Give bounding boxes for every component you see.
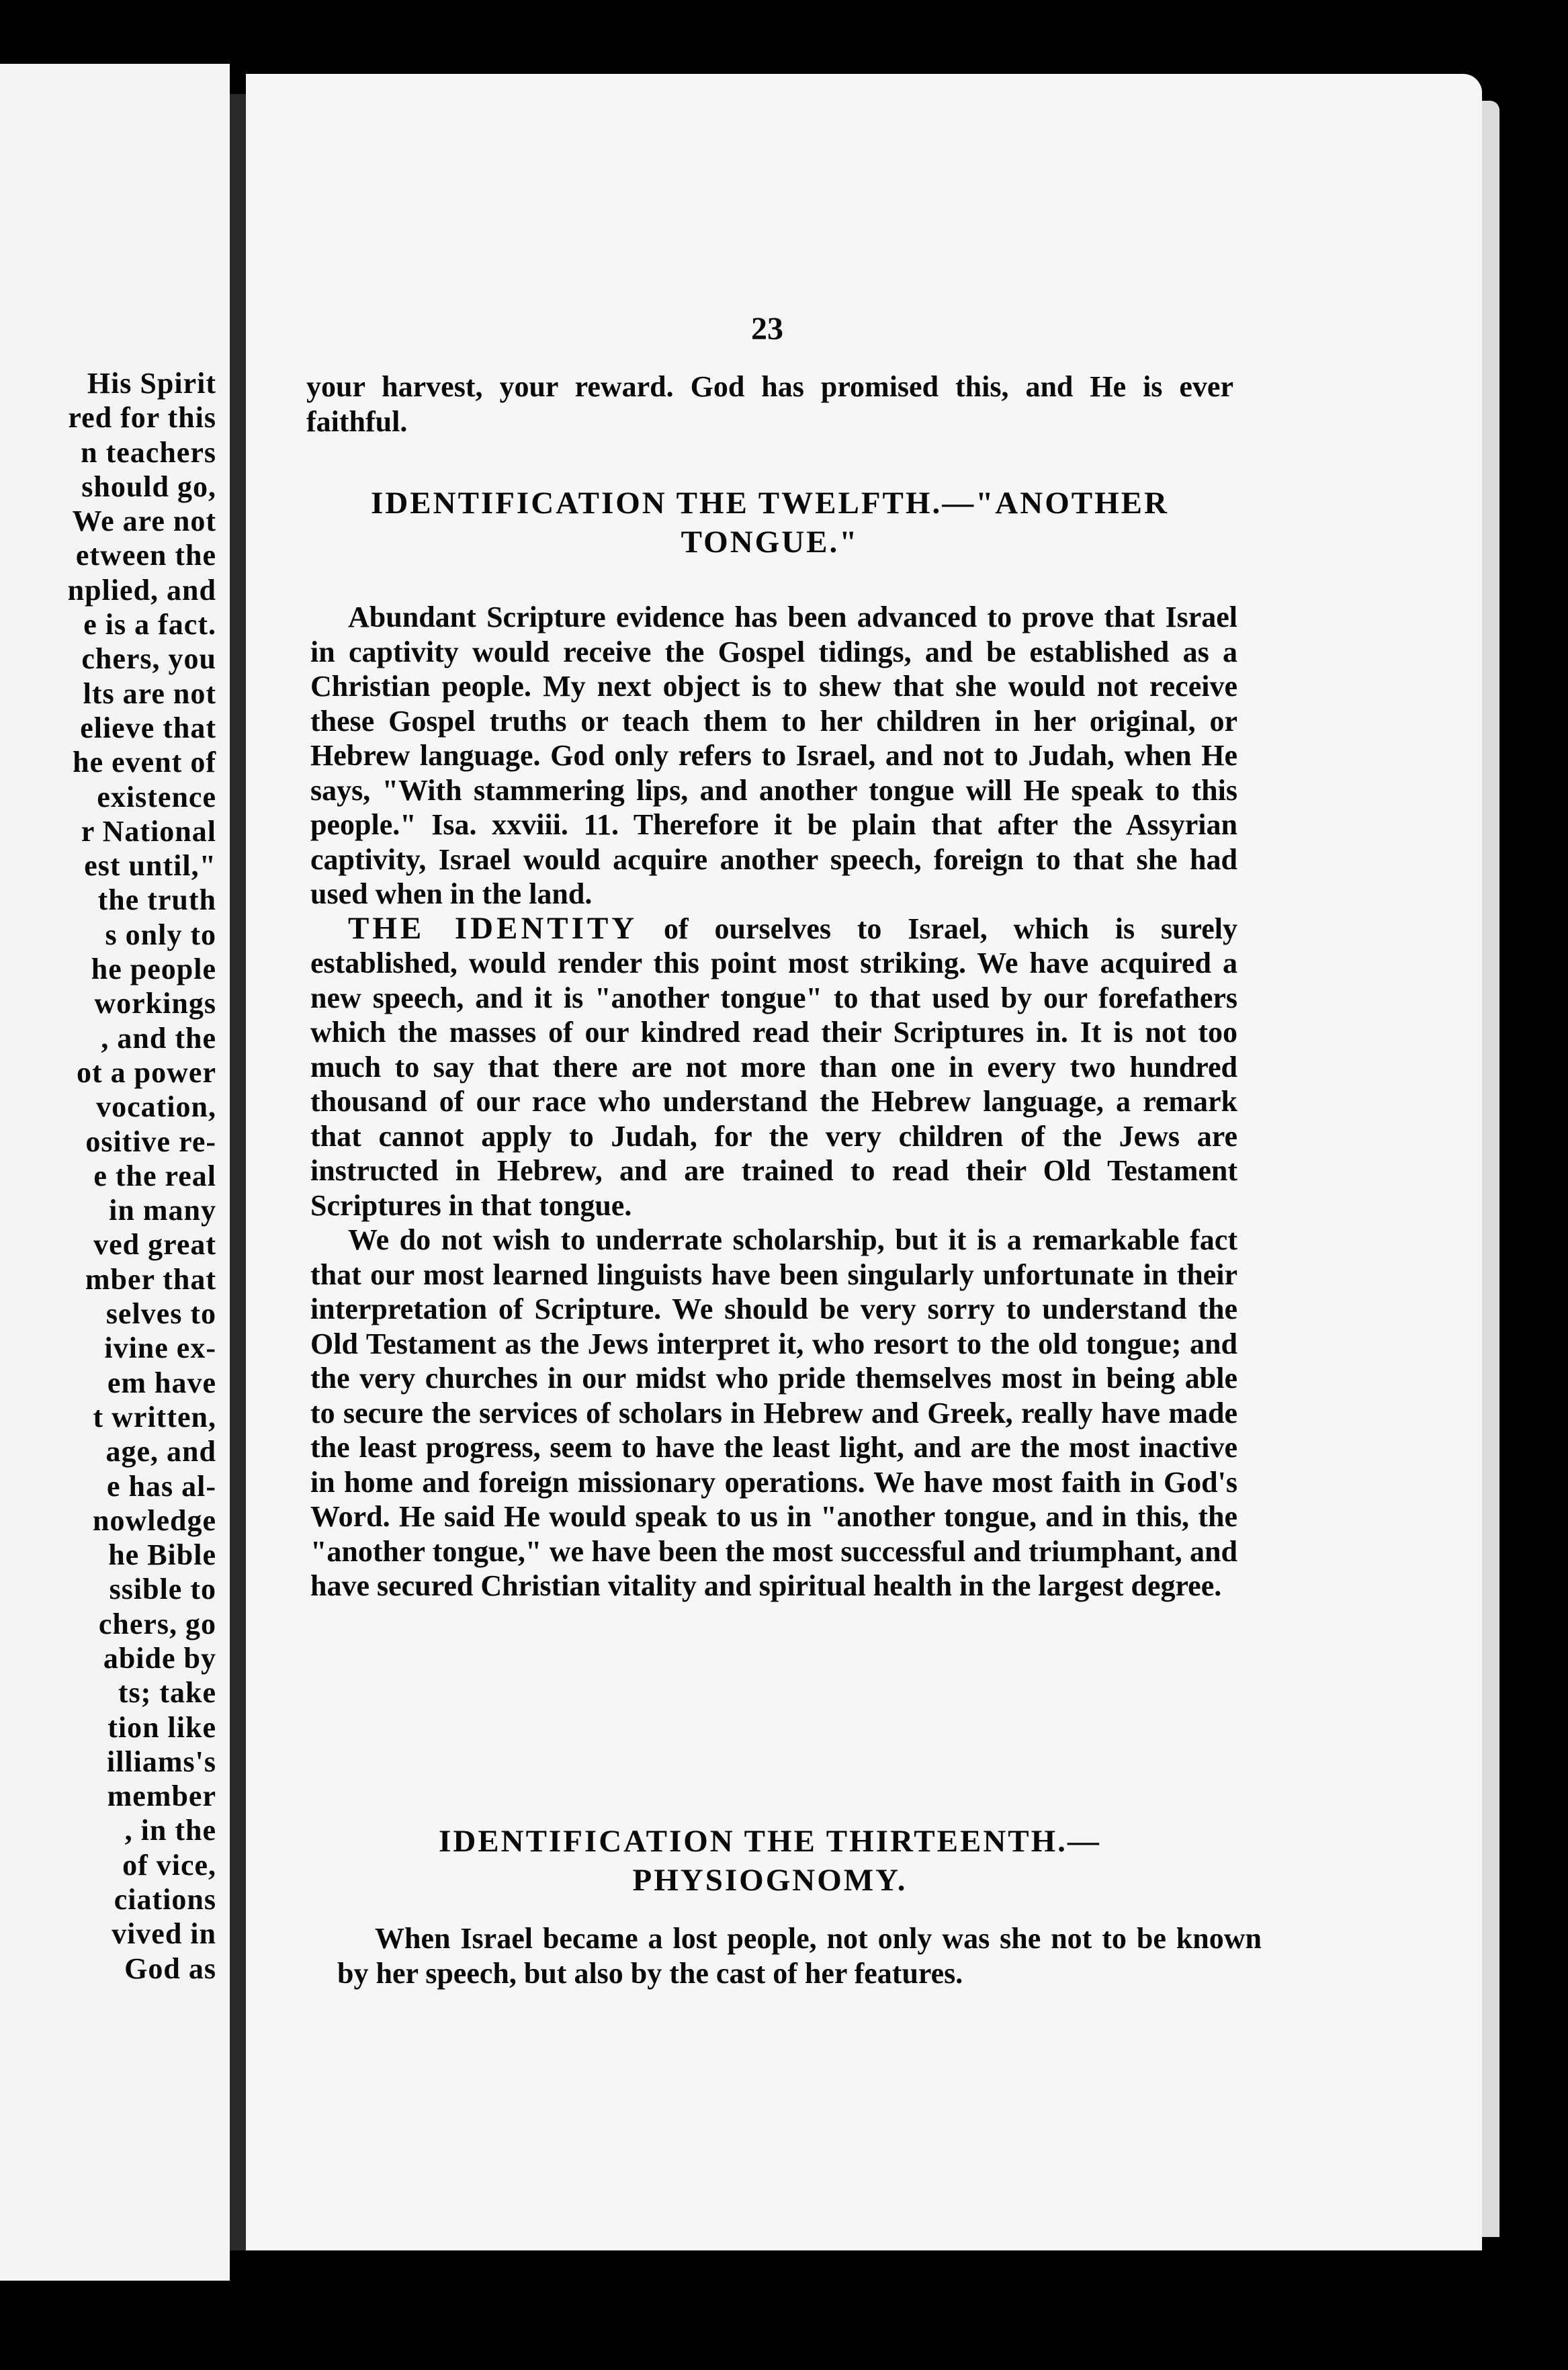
left-page-line: of vice, — [122, 1848, 216, 1882]
left-page-line: tion like — [107, 1710, 216, 1744]
heading-twelfth-line1: IDENTIFICATION THE TWELFTH.—"ANOTHER — [371, 486, 1169, 521]
left-page-line: chers, go — [98, 1607, 216, 1640]
left-page-line: workings — [94, 987, 216, 1020]
left-page-line: illiams's — [106, 1745, 216, 1778]
left-page-line: elieve that — [80, 711, 216, 744]
left-page-line: ositive re- — [85, 1125, 216, 1158]
paragraph-physiognomy: When Israel became a lost people, not only was she not to be known by her speech, but also by the cast of her features. — [337, 1922, 1262, 1990]
left-page-line: e the real — [93, 1159, 216, 1192]
page-gutter — [230, 94, 247, 2250]
left-page-line: chers, you — [81, 642, 216, 676]
left-page-line: God as — [124, 1951, 216, 1985]
identity-emphasis: THE IDENTITY — [348, 910, 638, 946]
left-page-line: existence — [97, 780, 216, 814]
left-page-line: n teachers — [81, 435, 216, 469]
opening-paragraph-block — [306, 369, 1233, 439]
heading-twelfth-block — [306, 484, 1233, 562]
left-page-line: nplied, and — [67, 573, 216, 607]
paragraph-scholarship: We do not wish to underrate scholarship, but it is a remarkable fact that our most learned linguists have been singularly unfortunate in their interpretation of Scripture. We should be very sorry to understand the Old Testament as the Jews interpret it, who resort to the old tongue; and the very churches in our midst who pride themselves most in being able to secure the services of scholars in Hebrew and Greek, really have made the least progress, seem to have the least light, and are the most inactive in home and foreign missionary operations. We have most faith in God's Word. He said He would speak to us in "another tongue, and in this, the "another tongue," we have been the most successful and triumphant, and have secured Christian vitality and spiritual health in the largest degree. — [310, 1223, 1237, 1602]
left-page-line: red for this — [68, 401, 216, 435]
left-page-line: abide by — [103, 1641, 216, 1675]
left-page-line: should go, — [81, 470, 216, 503]
paragraph-identity — [310, 912, 1237, 1223]
left-page-line: he people — [91, 953, 216, 986]
left-page-line: , and the — [101, 1021, 216, 1055]
heading-thirteenth-block — [306, 1822, 1233, 1900]
physiognomy-block — [337, 1921, 1262, 1990]
left-page-line: , in the — [124, 1814, 216, 1847]
left-page — [0, 64, 230, 2281]
paragraph-scripture-evidence: Abundant Scripture evidence has been advanced to prove that Israel in captivity would receive the Gospel tidings, and be established as a Christian people. My next object is to shew that she would not receive these Gospel truths or teach them to her children in her original, or Hebrew language. God only refers to Israel, and not to Judah, when He says, "With stammering lips, and another tongue will He speak to this people." Isa. xxviii. 11. Therefore it be plain that after the Assyrian captivity, Israel would acquire another speech, foreign to that she had used when in the land. — [310, 601, 1237, 910]
heading-thirteenth-line2: PHYSIOGNOMY. — [632, 1863, 908, 1898]
heading-twelfth-line2: TONGUE." — [681, 525, 859, 560]
page-number: 23 — [751, 311, 783, 347]
left-page-line: vived in — [112, 1917, 216, 1951]
left-page-line: vocation, — [96, 1090, 216, 1124]
heading-thirteenth-line1: IDENTIFICATION THE THIRTEENTH.— — [439, 1824, 1101, 1859]
left-page-line: His Spirit — [87, 367, 216, 400]
left-page-line: ivine ex- — [104, 1331, 216, 1365]
left-page-line: selves to — [105, 1297, 216, 1331]
identity-text: of ourselves to Israel, which is surely established, would render this point most striking. We have acquired a new speech, and it is "another tongue" to that used by our forefathers which the masses of our kindred read their Scriptures in. It is not too much to say that there are not more than one in every two hundred thousand of our race who understand the Hebrew language, a remark that cannot apply to Judah, for the very children of the Jews are instructed in Hebrew, and are trained to read their Old Testament Scriptures in that tongue. — [310, 912, 1237, 1222]
left-page-line: t written, — [93, 1400, 216, 1434]
left-page-line: etween the — [75, 539, 216, 572]
body-block-twelfth — [310, 600, 1237, 1604]
left-page-line: est until," — [84, 849, 216, 883]
paragraph-harvest: your harvest, your reward. God has promised this, and He is ever faithful. — [306, 370, 1233, 438]
left-page-line: member — [107, 1780, 216, 1813]
left-page-line: ot a power — [77, 1055, 216, 1089]
left-page-line: ved great — [93, 1228, 216, 1262]
left-page-line: e has al- — [107, 1469, 216, 1503]
left-page-line: We are not — [72, 504, 216, 538]
left-page-line: lts are not — [83, 676, 216, 710]
left-page-line: e is a fact. — [83, 608, 216, 642]
left-page-line: he Bible — [108, 1538, 216, 1572]
left-page-line: s only to — [105, 918, 216, 951]
left-page-line: age, and — [105, 1435, 216, 1468]
left-page-line: the truth — [97, 883, 216, 917]
left-page-line: r National — [81, 814, 216, 848]
left-page-line: he event of — [73, 746, 216, 779]
left-page-line: ts; take — [118, 1676, 216, 1710]
left-page-line: mber that — [85, 1262, 216, 1296]
left-page-line: em have — [107, 1366, 216, 1399]
left-page-text — [68, 366, 216, 1986]
left-page-line: nowledge — [93, 1503, 216, 1537]
left-page-line: ciations — [114, 1883, 216, 1917]
left-page-line: in many — [109, 1194, 216, 1227]
left-page-line: ssible to — [109, 1573, 216, 1606]
